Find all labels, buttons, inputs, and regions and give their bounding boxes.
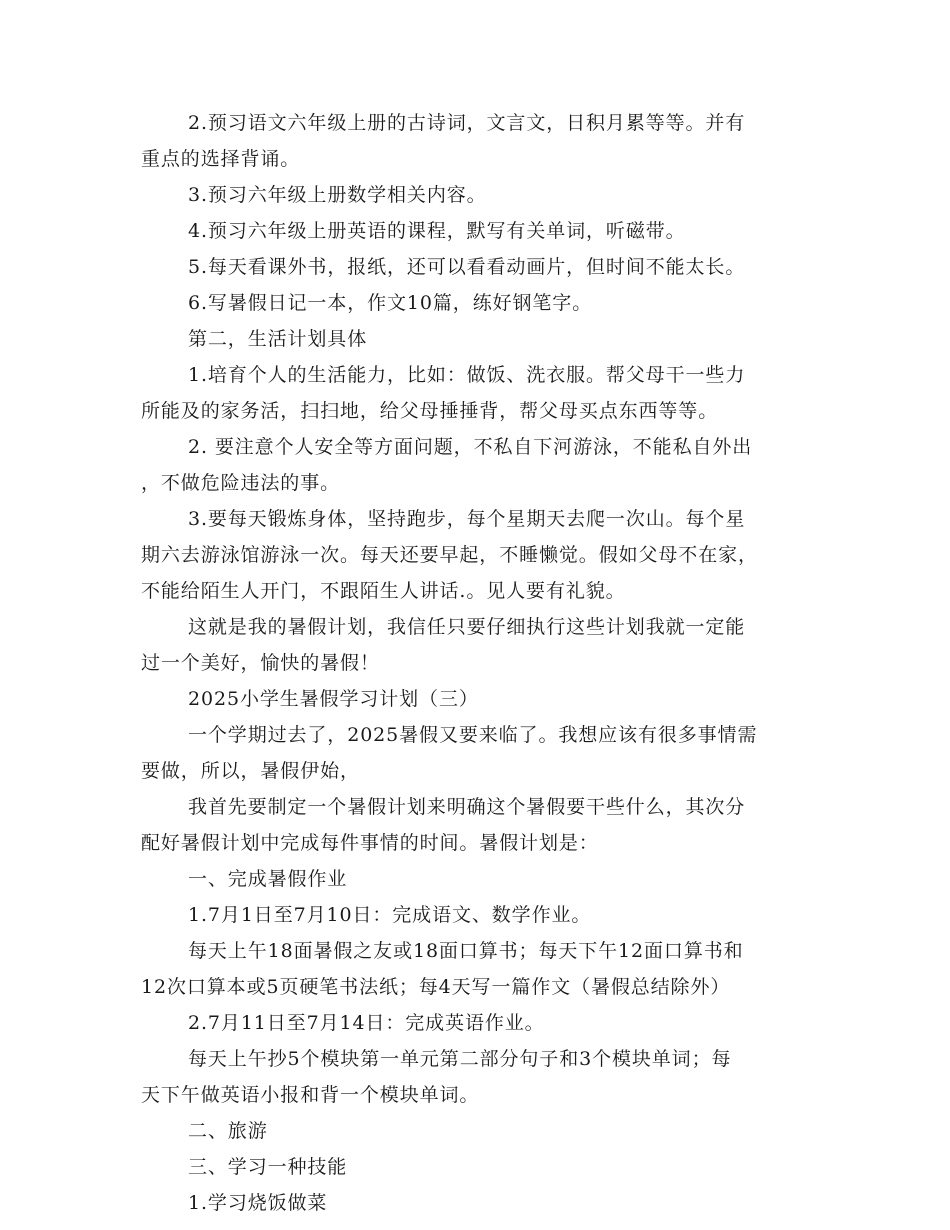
text-line: 1.7月1日至7月10日：完成语文、数学作业。 bbox=[188, 904, 592, 926]
text-line: 天下午做英语小报和背一个模块单词。 bbox=[141, 1084, 480, 1106]
text-line: 每天上午18面暑假之友或18面口算书；每天下午12面口算书和 bbox=[188, 940, 744, 962]
section-heading: 一、完成暑假作业 bbox=[188, 868, 348, 890]
text-line: 过一个美好，愉快的暑假！ bbox=[141, 652, 380, 674]
text-line: 2.7月11日至7月14日：完成英语作业。 bbox=[188, 1012, 545, 1034]
text-line: 1.学习烧饭做菜 bbox=[188, 1192, 328, 1214]
text-line: 我首先要制定一个暑假计划来明确这个暑假要干些什么，其次分 bbox=[188, 796, 746, 818]
text-line: 一个学期过去了，2025暑假又要来临了。我想应该有很多事情需 bbox=[188, 724, 758, 746]
section-heading: 三、学习一种技能 bbox=[188, 1156, 348, 1178]
text-line: 期六去游泳馆游泳一次。每天还要早起，不睡懒觉。假如父母不在家， bbox=[141, 544, 758, 566]
section-heading: 二、旅游 bbox=[188, 1120, 268, 1142]
section-heading: 第二，生活计划具体 bbox=[188, 328, 368, 350]
document-body bbox=[141, 105, 807, 1221]
text-line: 这就是我的暑假计划，我信任只要仔细执行这些计划我就一定能 bbox=[188, 616, 746, 638]
text-line: 重点的选择背诵。 bbox=[141, 148, 301, 170]
section-title: 2025小学生暑假学习计划（三） bbox=[188, 688, 479, 710]
text-line: 12次口算本或5页硬笔书法纸；每4天写一篇作文（暑假总结除外） bbox=[141, 976, 731, 998]
text-line: 5.每天看课外书，报纸，还可以看看动画片，但时间不能太长。 bbox=[188, 256, 746, 278]
text-line: 4.预习六年级上册英语的课程，默写有关单词，听磁带。 bbox=[188, 220, 686, 242]
text-line: 1.培育个人的生活能力，比如：做饭、洗衣服。帮父母干一些力 bbox=[188, 364, 746, 386]
text-line: 每天上午抄5个模块第一单元第二部分句子和3个模块单词；每 bbox=[188, 1048, 732, 1070]
text-line: 3.要每天锻炼身体，坚持跑步，每个星期天去爬一次山。每个星 bbox=[188, 508, 746, 530]
text-line: 要做，所以，暑假伊始， bbox=[141, 760, 360, 782]
text-line: 6.写暑假日记一本，作文10篇，练好钢笔字。 bbox=[188, 292, 593, 314]
text-line: 所能及的家务活，扫扫地，给父母捶捶背，帮父母买点东西等等。 bbox=[141, 400, 719, 422]
text-line: 配好暑假计划中完成每件事情的时间。暑假计划是： bbox=[141, 832, 599, 854]
text-line: 3.预习六年级上册数学相关内容。 bbox=[188, 184, 487, 206]
text-line: 2.预习语文六年级上册的古诗词，文言文，日积月累等等。并有 bbox=[188, 112, 746, 134]
text-line: 不能给陌生人开门，不跟陌生人讲话.。见人要有礼貌。 bbox=[141, 580, 626, 602]
text-line: 2. 要注意个人安全等方面问题，不私自下河游泳，不能私自外出 bbox=[188, 436, 753, 458]
text-line: ，不做危险违法的事。 bbox=[141, 472, 341, 494]
